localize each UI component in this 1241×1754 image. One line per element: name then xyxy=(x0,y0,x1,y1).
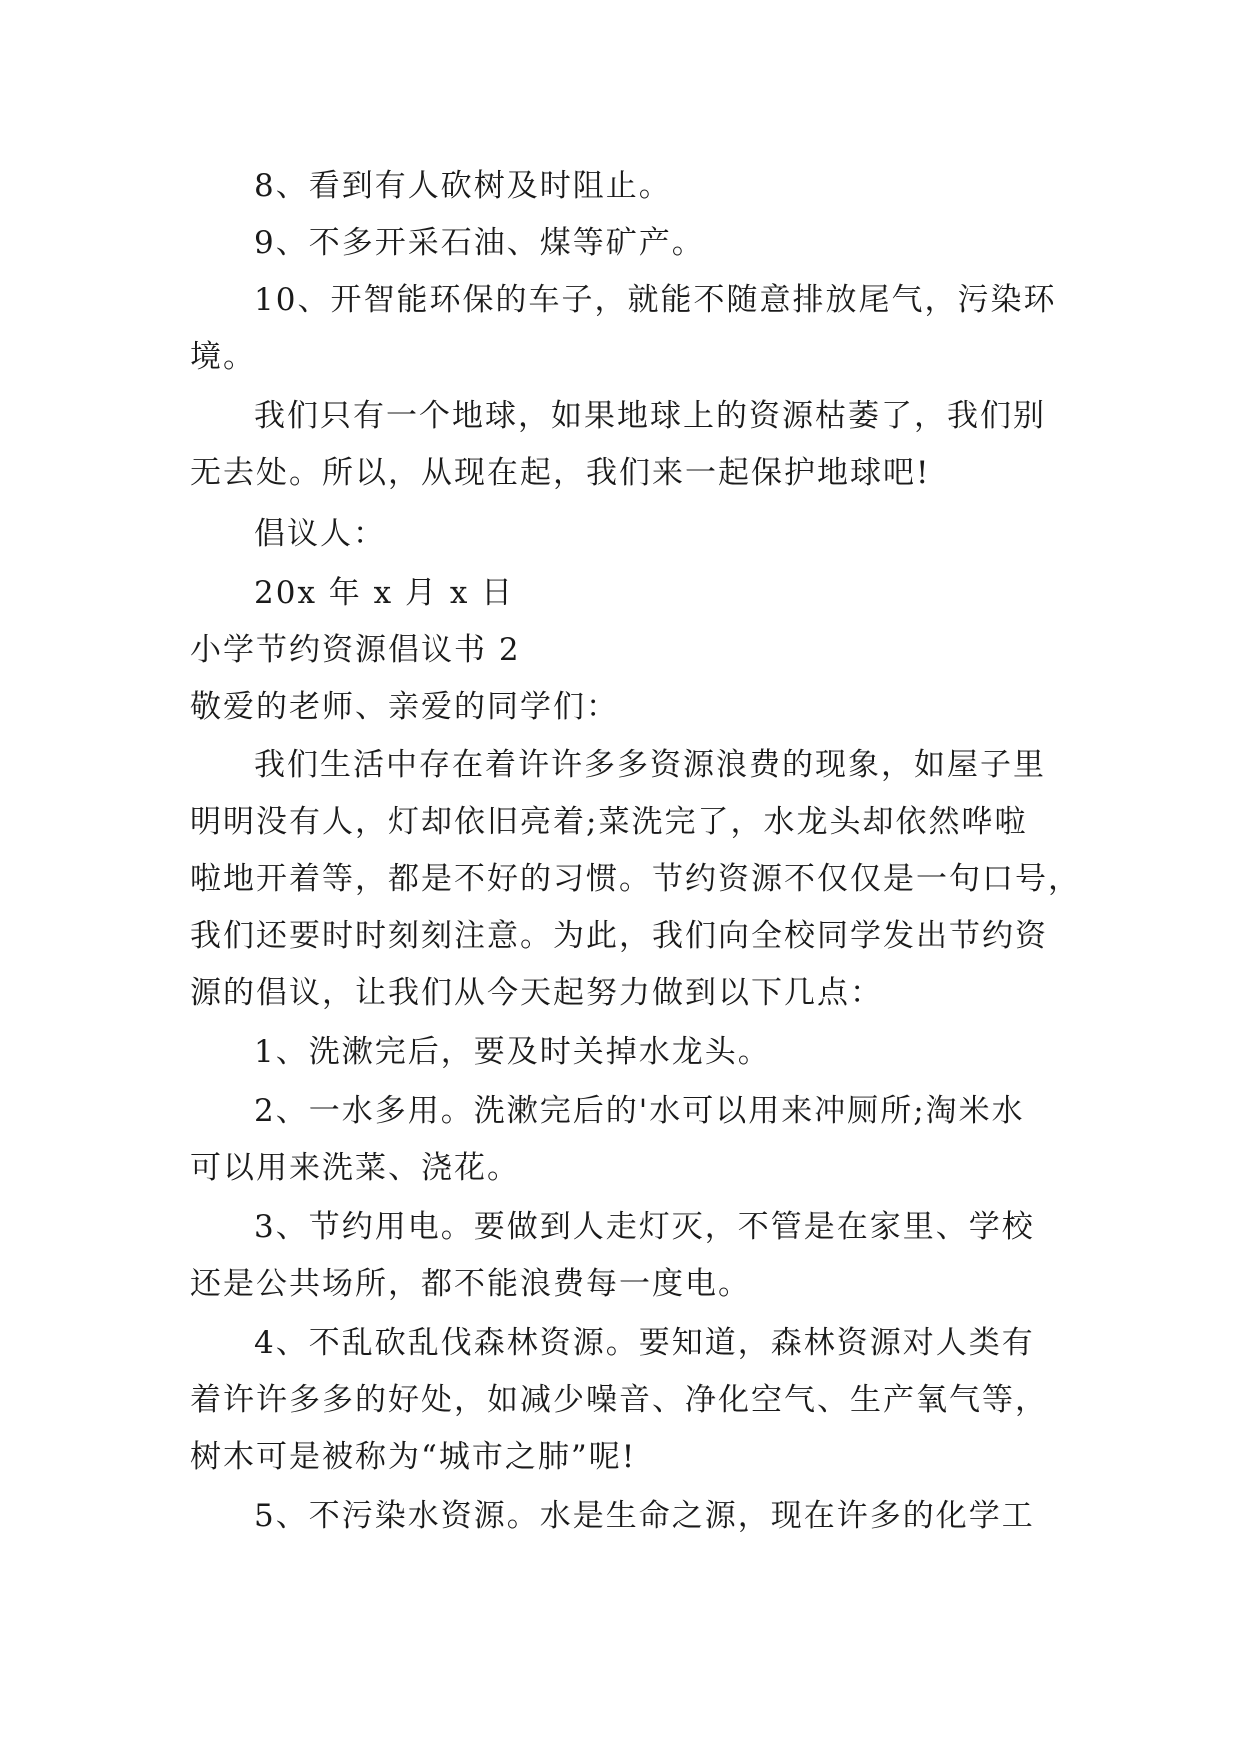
text-line: 啦地开着等，都是不好的习惯。节约资源不仅仅是一句口号， xyxy=(190,861,1081,897)
text-line: 10、开智能环保的车子，就能不随意排放尾气，污染环 xyxy=(254,282,1057,318)
text-line: 境。 xyxy=(190,339,256,375)
text-line: 树木可是被称为“城市之肺”呢! xyxy=(190,1439,637,1475)
text-line: 可以用来洗菜、浇花。 xyxy=(190,1150,520,1186)
text-line: 我们只有一个地球，如果地球上的资源枯萎了，我们别 xyxy=(254,398,1046,434)
text-line: 9、不多开采石油、煤等矿产。 xyxy=(254,225,705,261)
text-line: 4、不乱砍乱伐森林资源。要知道，森林资源对人类有 xyxy=(254,1325,1035,1361)
text-line: 2、一水多用。洗漱完后的'水可以用来冲厕所;淘米水 xyxy=(254,1093,1025,1129)
text-line: 无去处。所以，从现在起，我们来一起保护地球吧! xyxy=(190,455,931,491)
text-line: 5、不污染水资源。水是生命之源，现在许多的化学工 xyxy=(254,1498,1035,1534)
text-line: 我们生活中存在着许许多多资源浪费的现象，如屋子里 xyxy=(254,747,1046,783)
text-line: 3、节约用电。要做到人走灯灭，不管是在家里、学校 xyxy=(254,1209,1035,1245)
text-line: 8、看到有人砍树及时阻止。 xyxy=(254,168,672,204)
text-line: 明明没有人，灯却依旧亮着;菜洗完了，水龙头却依然哗啦 xyxy=(190,804,1028,840)
text-line: 20x 年 x 月 x 日 xyxy=(254,575,515,611)
text-line: 倡议人： xyxy=(254,516,386,552)
salutation: 敬爱的老师、亲爱的同学们： xyxy=(190,689,619,725)
text-line: 源的倡议，让我们从今天起努力做到以下几点： xyxy=(190,975,883,1011)
text-line: 还是公共场所，都不能浪费每一度电。 xyxy=(190,1266,751,1302)
text-line: 1、洗漱完后，要及时关掉水龙头。 xyxy=(254,1034,771,1070)
text-line: 着许许多多的好处，如减少噪音、净化空气、生产氧气等， xyxy=(190,1382,1048,1418)
section-title: 小学节约资源倡议书 2 xyxy=(190,632,521,668)
text-line: 我们还要时时刻刻注意。为此，我们向全校同学发出节约资 xyxy=(190,918,1048,954)
